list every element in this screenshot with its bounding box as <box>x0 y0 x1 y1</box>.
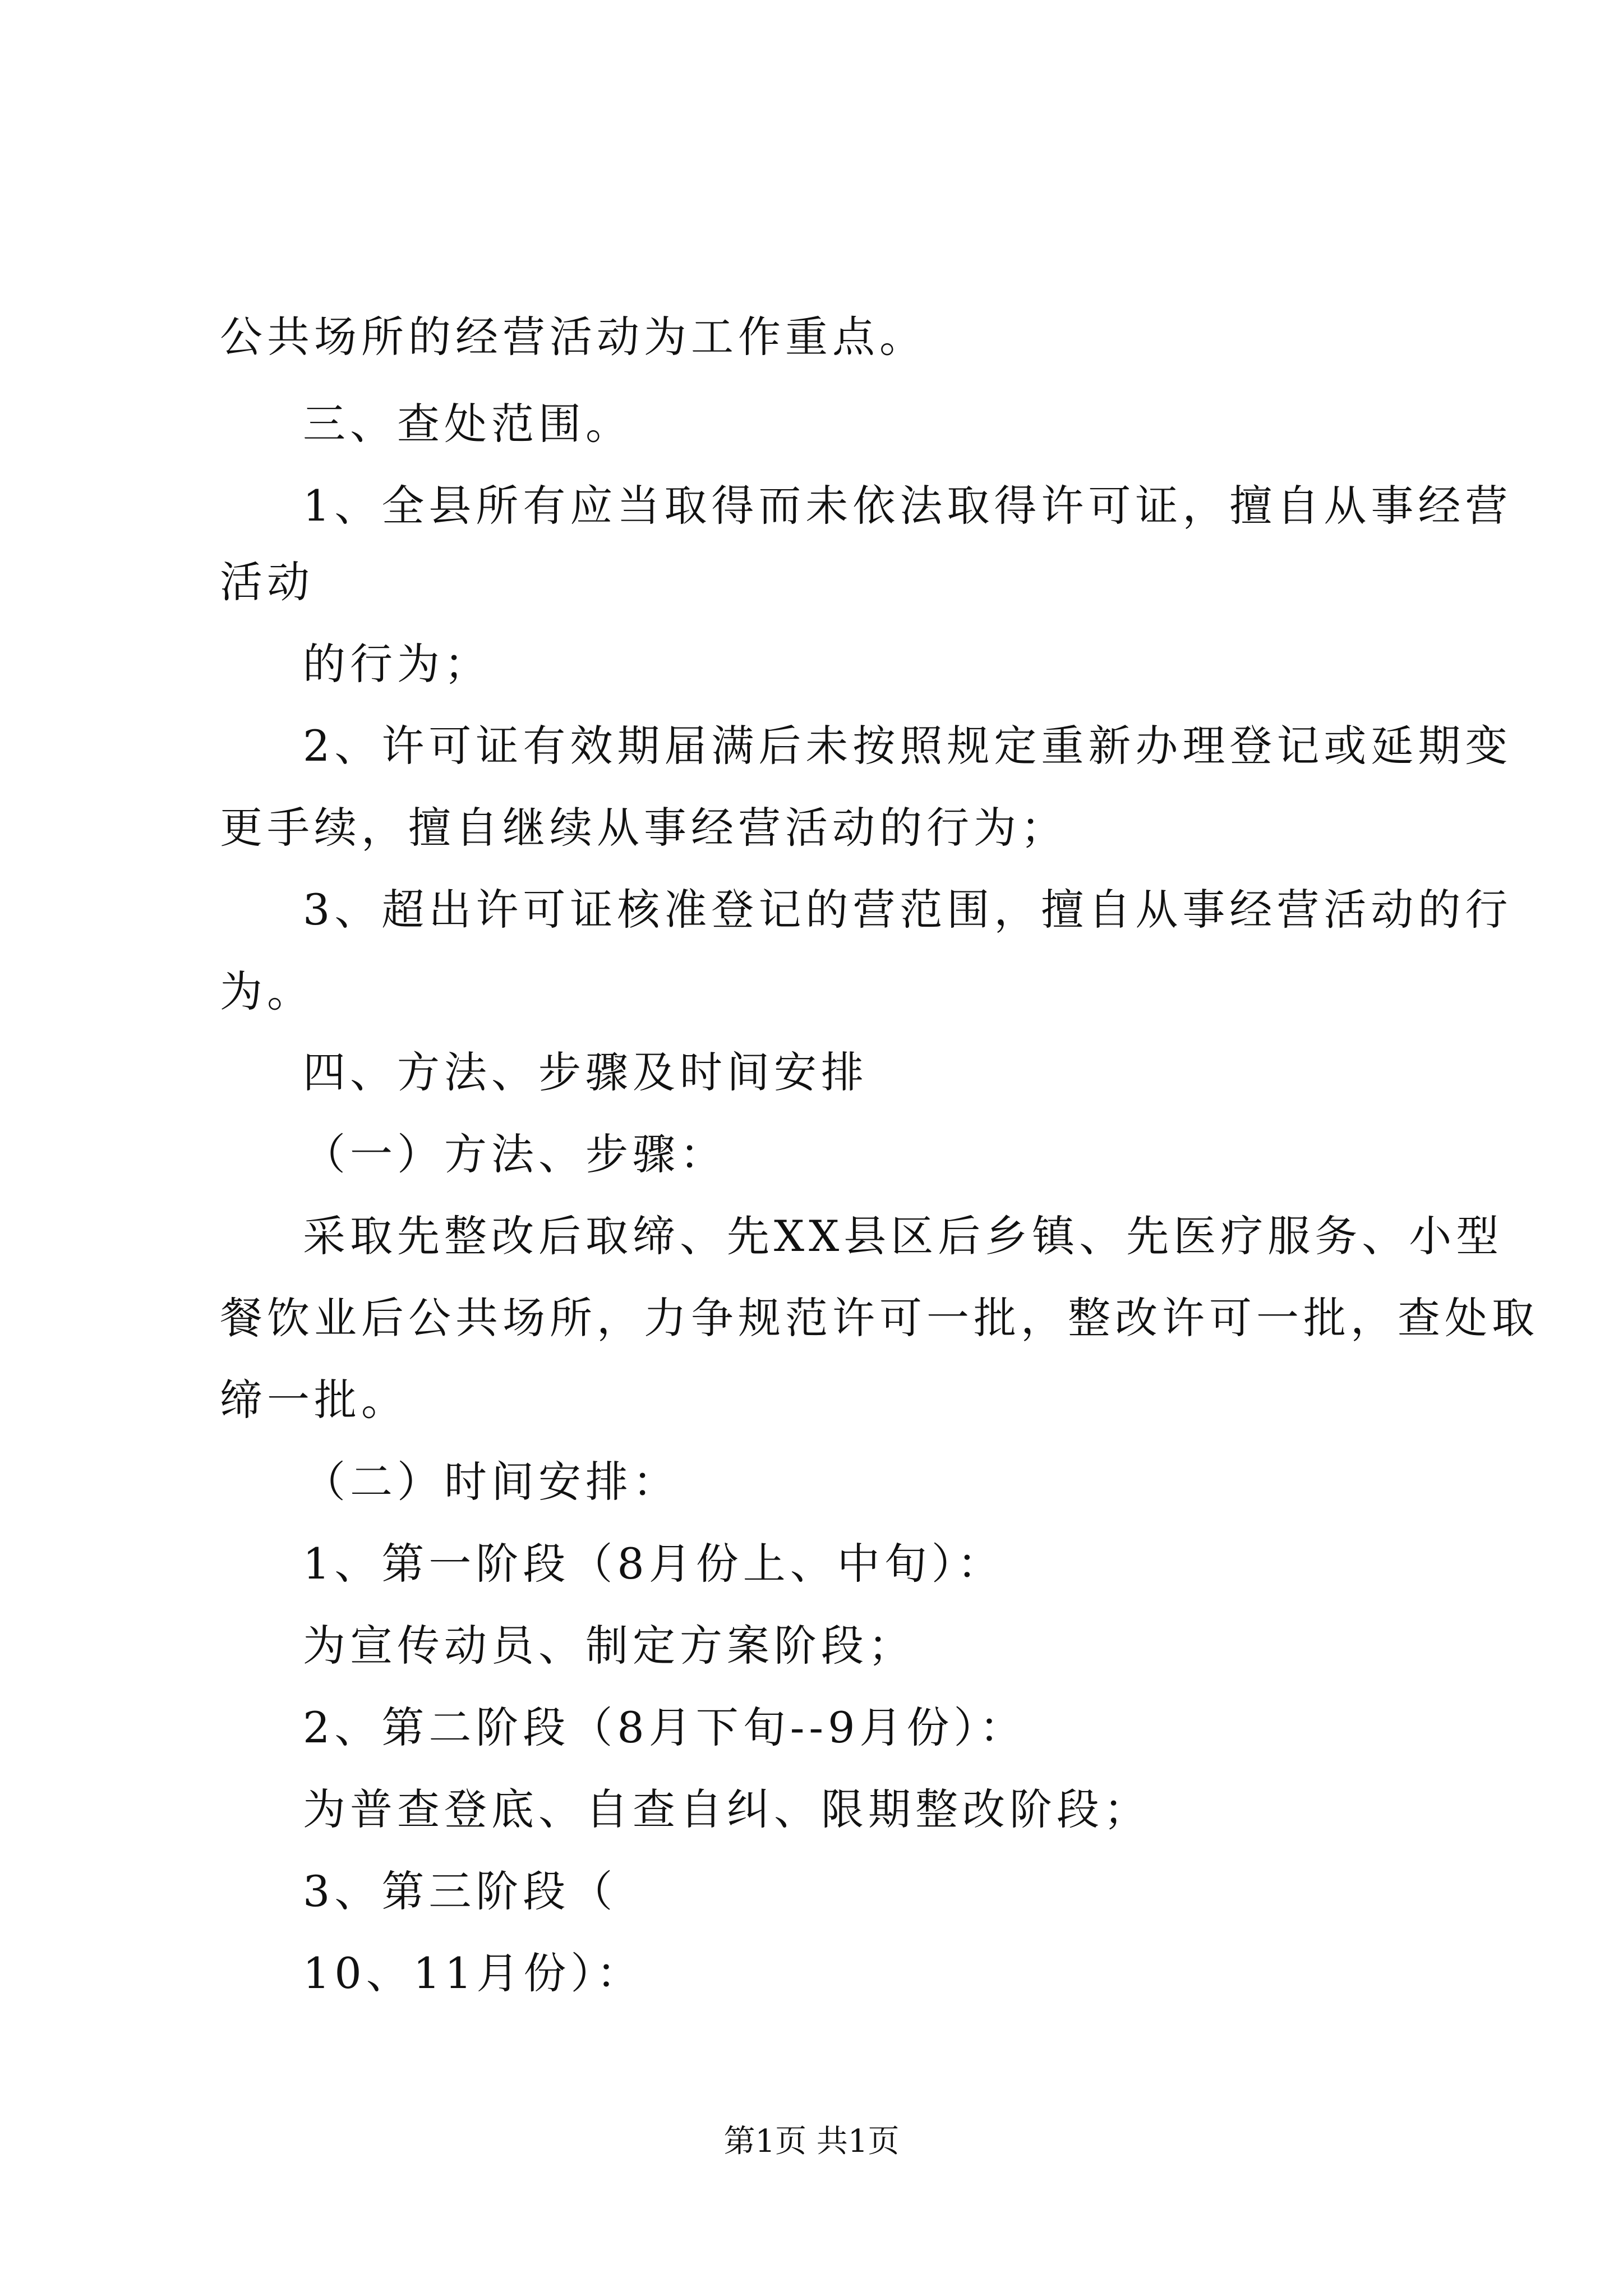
body-line: 2、第二阶段（8月下旬--9月份）： <box>303 1703 1027 1752</box>
section-heading: 四、方法、步骤及时间安排 <box>303 1047 868 1097</box>
body-line: 2、许可证有效期届满后未按照规定重新办理登记或延期变 <box>303 721 1513 771</box>
body-line: 的行为； <box>303 639 491 689</box>
body-line: 活动 <box>220 557 314 607</box>
body-line: 3、第三阶段（ <box>303 1866 617 1916</box>
section-heading: 三、查处范围。 <box>303 399 633 449</box>
subsection-heading: （一）方法、步骤： <box>303 1129 727 1179</box>
body-line: 为。 <box>220 967 314 1016</box>
body-line: 餐饮业后公共场所，力争规范许可一批，整改许可一批，查处取 <box>220 1293 1539 1343</box>
body-line: 采取先整改后取缔、先XX县区后乡镇、先医疗服务、小型 <box>303 1211 1504 1261</box>
body-line: 1、全县所有应当取得而未依法取得许可证，擅自从事经营 <box>303 481 1513 531</box>
body-line: 缔一批。 <box>220 1375 408 1425</box>
page-footer: 第1页 共1页 <box>723 2123 900 2160</box>
body-line: 1、第一阶段（8月份上、中旬）： <box>303 1539 1004 1589</box>
subsection-heading: （二）时间安排： <box>303 1457 680 1507</box>
body-line: 更手续，擅自继续从事经营活动的行为； <box>220 803 1068 853</box>
body-line: 3、超出许可证核准登记的营范围，擅自从事经营活动的行 <box>303 885 1513 935</box>
body-line: 10、11月份）： <box>303 1948 644 1998</box>
body-line: 公共场所的经营活动为工作重点。 <box>220 312 926 362</box>
body-line: 为宣传动员、制定方案阶段； <box>303 1621 915 1671</box>
body-line: 为普查登底、自查自纠、限期整改阶段； <box>303 1784 1151 1834</box>
